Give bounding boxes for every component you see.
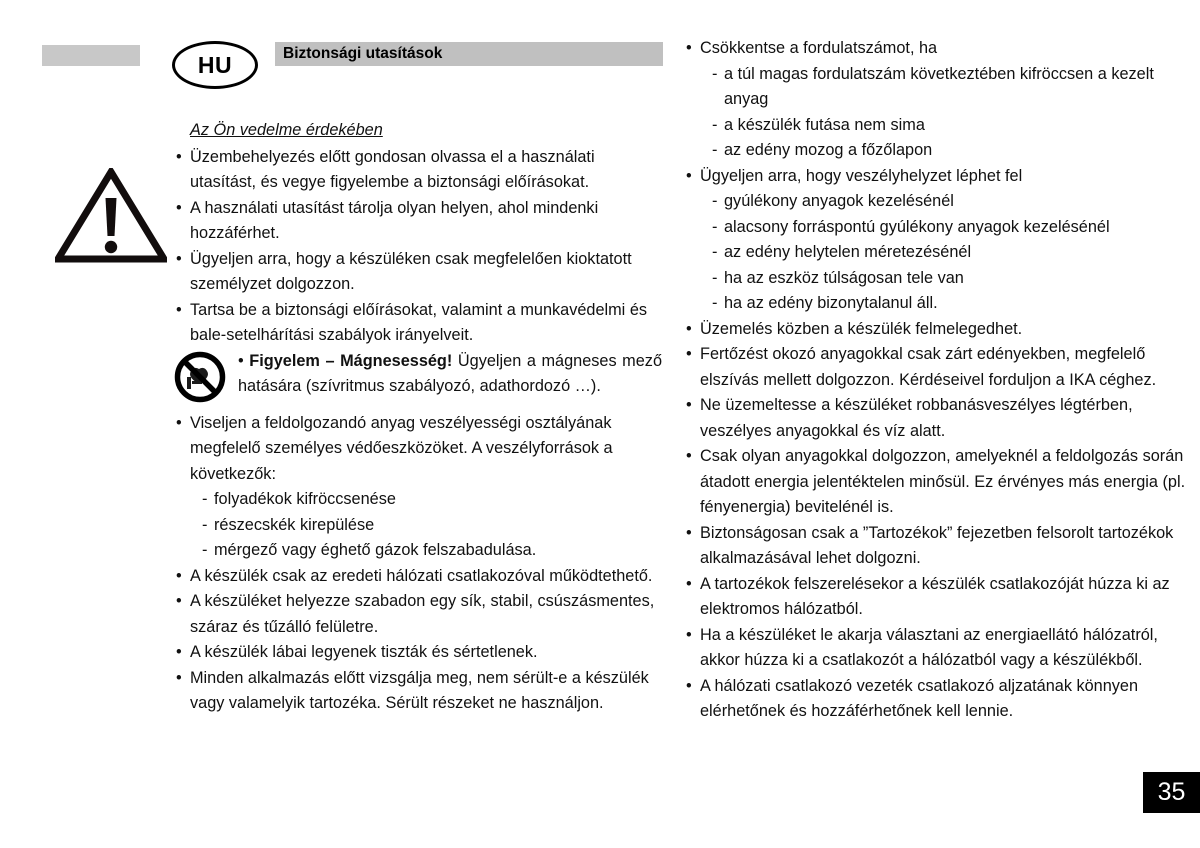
ppe-bullet-text: • Viseljen a feldolgozandó anyag veszélyességi osztályának megfelelő személyes védőeszközöket. A veszélyforrások a következők: — [190, 413, 613, 483]
left-text-column — [176, 118, 662, 717]
list-item: • A hálózati csatlakozó vezeték csatlakozó aljzatának könnyen elérhetőnek és hozzáférhetőnek kell lennie. — [686, 674, 1186, 725]
left-bullet-list-secondary — [176, 564, 662, 717]
sub-list-item: - ha az eszköz túlságosan tele van — [712, 266, 1186, 292]
sub-list-item: - gyúlékony anyagok kezelésénél — [712, 189, 1186, 215]
list-item: • Ha a készüléket le akarja választani az energiaellátó hálózatról, akkor húzza ki a csatlakozót a hálózatból vagy a készülékből. — [686, 623, 1186, 674]
magnet-warning-bullet: • — [238, 351, 244, 370]
sub-list-item: - alacsony forráspontú gyúlékony anyagok kezelésénél — [712, 215, 1186, 241]
hazard-sub-list — [700, 189, 1186, 317]
list-item: • A készülék lábai legyenek tiszták és sértetlenek. — [176, 640, 662, 666]
list-item: • A készüléket helyezze szabadon egy sík, stabil, csúszásmentes, száraz és tűzálló felületre. — [176, 589, 662, 640]
page-title-bar — [275, 42, 663, 66]
sub-list-item: - az edény helytelen méretezésénél — [712, 240, 1186, 266]
country-code-badge — [172, 41, 258, 89]
right-text-column — [686, 36, 1186, 725]
speed-bullet-text: • Csökkentse a fordulatszámot, ha — [700, 39, 938, 57]
ppe-sub-list — [190, 487, 662, 564]
sub-list-item: - a túl magas fordulatszám következtében kifröccsen a kezelt anyag — [712, 62, 1186, 113]
warning-triangle-icon — [55, 168, 167, 263]
list-item — [686, 36, 1186, 164]
sub-list-item: - az edény mozog a főzőlapon — [712, 138, 1186, 164]
page-number-box — [1143, 772, 1200, 813]
list-item — [176, 411, 662, 564]
list-item: • A használati utasítást tárolja olyan helyen, ahol mindenki hozzáférhet. — [176, 196, 662, 247]
list-item: • A készülék csak az eredeti hálózati csatlakozóval működtethető. — [176, 564, 662, 590]
list-item: • Üzemelés közben a készülék felmelegedhet. — [686, 317, 1186, 343]
list-item: • Tartsa be a biztonsági előírásokat, valamint a munkavédelmi és bale-setelhárítási szabályok irányelveit. — [176, 298, 662, 349]
decorative-gray-block — [42, 45, 140, 66]
magnet-warning-body: Ügyeljen a mágneses mező hatására (szívritmus szabályozó, adathordozó …). — [238, 351, 662, 395]
magnet-warning-block — [176, 349, 662, 411]
list-item: • Ügyeljen arra, hogy a készüléken csak megfelelően kioktatott személyzet dolgozzon. — [176, 247, 662, 298]
list-item: • Üzembehelyezés előtt gondosan olvassa el a használati utasítást, és vegye figyelembe a biztonsági előírásokat. — [176, 145, 662, 196]
sub-list-item: - részecskék kirepülése — [202, 513, 662, 539]
left-bullet-list-ppe — [176, 411, 662, 564]
hazard-bullet-text: • Ügyeljen arra, hogy veszélyhelyzet léphet fel — [700, 166, 1023, 185]
sub-list-item: - ha az edény bizonytalanul áll. — [712, 291, 1186, 317]
page-title: Biztonsági utasítások — [283, 45, 443, 63]
sub-list-item: - mérgező vagy éghető gázok felszabadulása. — [202, 538, 662, 564]
speed-sub-list — [700, 62, 1186, 164]
magnet-warning-lead: Figyelem – Mágnesesség! — [249, 351, 453, 370]
list-item: • Biztonságosan csak a ”Tartozékok” fejezetben felsorolt tartozékok alkalmazásával lehet dolgozni. — [686, 521, 1186, 572]
left-bullet-list-primary — [176, 145, 662, 349]
list-item: • A tartozékok felszerelésekor a készülék csatlakozóját húzza ki az elektromos hálózatból. — [686, 572, 1186, 623]
page-number: 35 — [1157, 778, 1186, 806]
list-item: • Fertőzést okozó anyagokkal csak zárt edényekben, megfelelő elszívás mellett dolgozzon. Kérdéseivel forduljon a IKA céghez. — [686, 342, 1186, 393]
section-heading: Az Ön vedelme érdekében — [190, 121, 383, 139]
list-item: • Csak olyan anyagokkal dolgozzon, amelyeknél a feldolgozás során átadott energia jelentéktelen minősül. Ez érvényes más energia (pl. fényenergia) bevitelénél is. — [686, 444, 1186, 521]
list-item: • Minden alkalmazás előtt vizsgálja meg, nem sérült-e a készülék vagy valamelyik tartozéka. Sérült részeket ne használjon. — [176, 666, 662, 717]
list-item: • Ne üzemeltesse a készüléket robbanásveszélyes légtérben, veszélyes anyagokkal és víz alatt. — [686, 393, 1186, 444]
right-bullet-list-primary — [686, 36, 1186, 725]
no-pacemaker-icon — [174, 351, 226, 403]
country-code-label: HU — [197, 51, 233, 78]
sub-list-item: - folyadékok kifröccsenése — [202, 487, 662, 513]
list-item — [686, 164, 1186, 317]
magnet-warning-text — [238, 349, 662, 400]
sub-list-item: - a készülék futása nem sima — [712, 113, 1186, 139]
